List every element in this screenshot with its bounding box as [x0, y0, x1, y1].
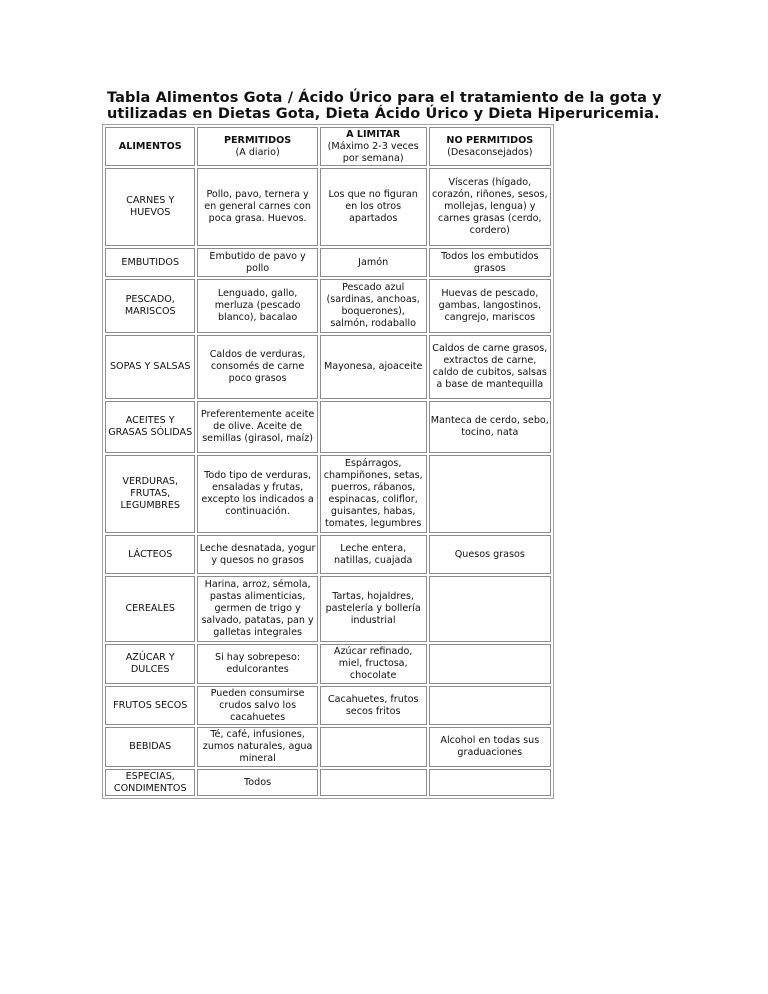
food-category: PESCADO, MARISCOS	[105, 279, 195, 333]
table-row	[105, 644, 551, 684]
forbidden-cell: Caldos de carne grasos, extractos de carne, caldo de cubitos, salsas a base de mantequilla	[429, 335, 551, 399]
allowed-cell: Todo tipo de verduras, ensaladas y frutas, excepto los indicados a continuación.	[197, 455, 317, 533]
allowed-cell: Pollo, pavo, ternera y en general carnes con poca grasa. Huevos.	[197, 168, 317, 246]
limit-cell: Jamón	[320, 248, 427, 277]
food-category: ESPECIAS, CONDIMENTOS	[105, 769, 195, 796]
limit-cell: Mayonesa, ajoaceite	[320, 335, 427, 399]
table-row	[105, 168, 551, 246]
table-row	[105, 686, 551, 725]
food-category: LÁCTEOS	[105, 535, 195, 574]
food-category: SOPAS Y SALSAS	[105, 335, 195, 399]
allowed-cell: Caldos de verduras, consomés de carne poco grasos	[197, 335, 317, 399]
forbidden-cell: Todos los embutidos grasos	[429, 248, 551, 277]
food-category: ACEITES Y GRASAS SÓLIDAS	[105, 401, 195, 453]
food-category: VERDURAS, FRUTAS, LEGUMBRES	[105, 455, 195, 533]
header-alimentos: ALIMENTOS	[105, 127, 195, 166]
allowed-cell: Si hay sobrepeso: edulcorantes	[197, 644, 317, 684]
table-row	[105, 769, 551, 796]
allowed-cell: Harina, arroz, sémola, pastas alimenticias, germen de trigo y salvado, patatas, pan y galletas integrales	[197, 576, 317, 642]
food-category: CEREALES	[105, 576, 195, 642]
table-row	[105, 279, 551, 333]
table-row	[105, 401, 551, 453]
limit-cell: Cacahuetes, frutos secos fritos	[320, 686, 427, 725]
forbidden-cell	[429, 644, 551, 684]
allowed-cell: Leche desnatada, yogur y quesos no grasos	[197, 535, 317, 574]
table-row	[105, 576, 551, 642]
table-row	[105, 335, 551, 399]
limit-cell: Pescado azul (sardinas, anchoas, boquerones), salmón, rodaballo	[320, 279, 427, 333]
allowed-cell: Té, café, infusiones, zumos naturales, agua mineral	[197, 727, 317, 767]
food-category: BEBIDAS	[105, 727, 195, 767]
food-table	[102, 124, 554, 799]
table-row	[105, 727, 551, 767]
forbidden-cell: Huevas de pescado, gambas, langostinos, cangrejo, mariscos	[429, 279, 551, 333]
table-row	[105, 248, 551, 277]
allowed-cell: Embutido de pavo y pollo	[197, 248, 317, 277]
header-permitidos: PERMITIDOS (A diario)	[197, 127, 317, 166]
limit-cell	[320, 727, 427, 767]
limit-cell: Leche entera, natillas, cuajada	[320, 535, 427, 574]
food-category: FRUTOS SECOS	[105, 686, 195, 725]
forbidden-cell	[429, 576, 551, 642]
forbidden-cell: Alcohol en todas sus graduaciones	[429, 727, 551, 767]
limit-cell: Tartas, hojaldres, pastelería y bollería industrial	[320, 576, 427, 642]
allowed-cell: Todos	[197, 769, 317, 796]
allowed-cell: Lenguado, gallo, merluza (pescado blanco), bacalao	[197, 279, 317, 333]
header-no-permitidos: NO PERMITIDOS (Desaconsejados)	[429, 127, 551, 166]
limit-cell: Espárragos, champiñones, setas, puerros, rábanos, espinacas, coliflor, guisantes, habas, tomates, legumbres	[320, 455, 427, 533]
limit-cell	[320, 401, 427, 453]
food-category: EMBUTIDOS	[105, 248, 195, 277]
table-row	[105, 535, 551, 574]
title-line-2: utilizadas en Dietas Gota, Dieta Ácido Úrico y Dieta Hiperuricemia.	[107, 106, 660, 122]
food-category: AZÚCAR Y DULCES	[105, 644, 195, 684]
limit-cell: Azúcar refinado, miel, fructosa, chocolate	[320, 644, 427, 684]
header-row	[105, 127, 551, 166]
forbidden-cell	[429, 455, 551, 533]
forbidden-cell	[429, 686, 551, 725]
limit-cell	[320, 769, 427, 796]
title-line-1: Tabla Alimentos Gota / Ácido Úrico para el tratamiento de la gota y	[107, 90, 662, 106]
forbidden-cell: Quesos grasos	[429, 535, 551, 574]
forbidden-cell: Manteca de cerdo, sebo, tocino, nata	[429, 401, 551, 453]
forbidden-cell: Vísceras (hígado, corazón, riñones, sesos, mollejas, lengua) y carnes grasas (cerdo, cordero)	[429, 168, 551, 246]
header-a-limitar: A LIMITAR (Máximo 2-3 veces por semana)	[320, 127, 427, 166]
allowed-cell: Preferentemente aceite de olive. Aceite de semillas (girasol, maíz)	[197, 401, 317, 453]
limit-cell: Los que no figuran en los otros apartados	[320, 168, 427, 246]
table-row	[105, 455, 551, 533]
page-title	[107, 90, 667, 122]
allowed-cell: Pueden consumirse crudos salvo los cacahuetes	[197, 686, 317, 725]
forbidden-cell	[429, 769, 551, 796]
food-category: CARNES Y HUEVOS	[105, 168, 195, 246]
